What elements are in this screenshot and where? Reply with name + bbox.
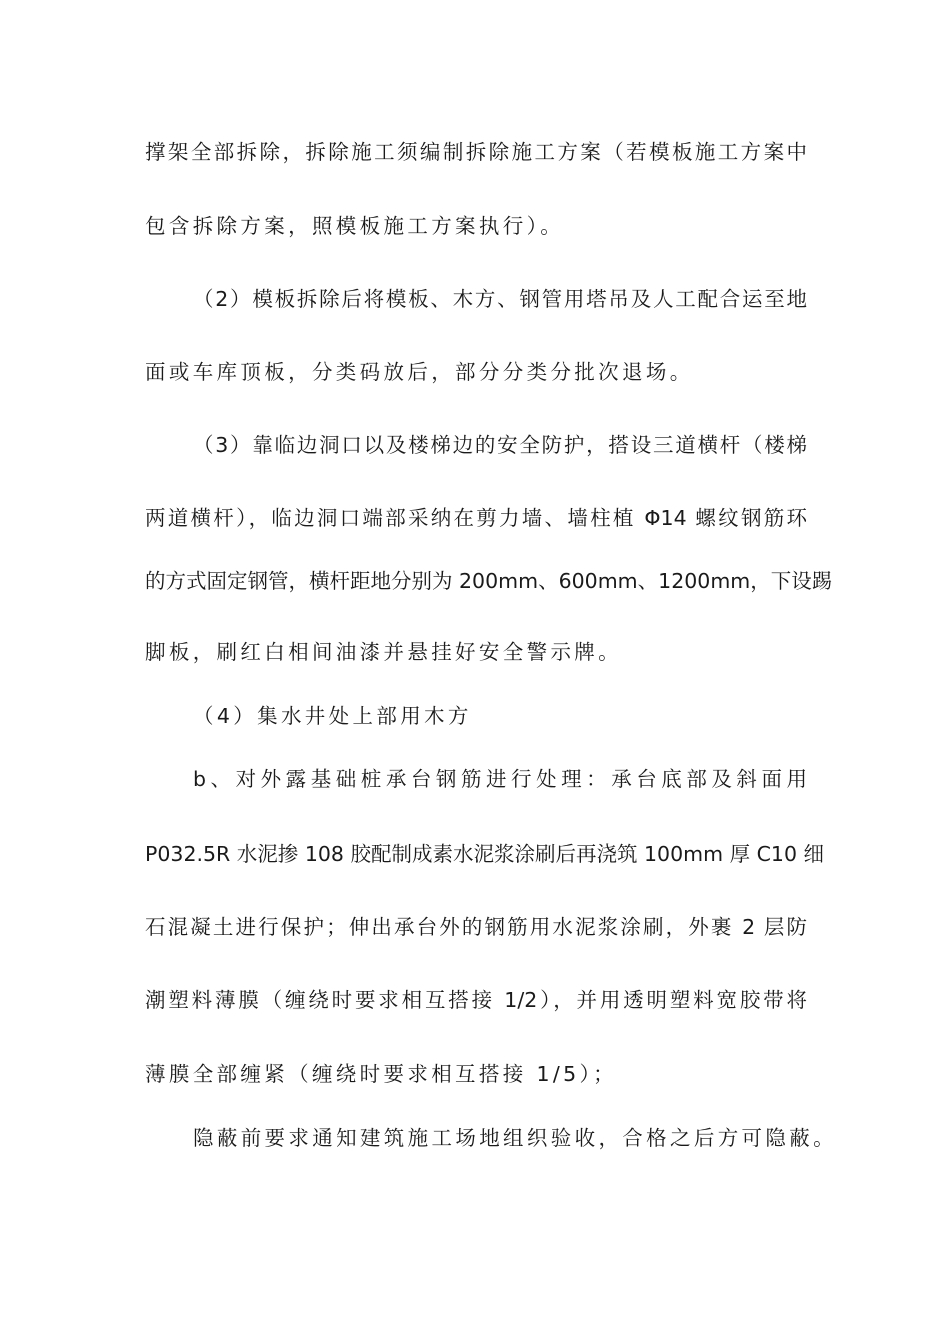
- paragraph-line: （2）模板拆除后将模板、木方、钢管用塔吊及人工配合运至地: [193, 287, 807, 311]
- paragraph-line: 隐蔽前要求通知建筑施工场地组织验收，合格之后方可隐蔽。: [193, 1126, 837, 1150]
- paragraph-line: 面或车库顶板，分类码放后，部分分类分批次退场。: [145, 360, 694, 384]
- paragraph-line: （4）集水井处上部用木方: [193, 704, 472, 728]
- paragraph-line: （3）靠临边洞口以及楼梯边的安全防护，搭设三道横杆（楼梯: [193, 433, 807, 457]
- paragraph-line: 石混凝土进行保护；伸出承台外的钢筋用水泥浆涂刷，外裹 2 层防: [145, 915, 807, 939]
- paragraph-line: 脚板，刷红白相间油漆并悬挂好安全警示牌。: [145, 640, 622, 664]
- paragraph-line: 薄膜全部缠紧（缠绕时要求相互搭接 1/5）；: [145, 1062, 617, 1086]
- paragraph-line: 两道横杆），临边洞口端部采纳在剪力墙、墙柱植 Φ14 螺纹钢筋环: [145, 506, 807, 530]
- paragraph-line: 包含拆除方案，照模板施工方案执行）。: [145, 214, 565, 238]
- paragraph-line: 潮塑料薄膜（缠绕时要求相互搭接 1/2），并用透明塑料宽胶带将: [145, 988, 807, 1012]
- paragraph-line: 的方式固定钢管，横杆距地分别为 200mm、600mm、1200mm，下设踢: [145, 569, 833, 593]
- paragraph-line: b、对外露基础桩承台钢筋进行处理：承台底部及斜面用: [193, 767, 807, 791]
- paragraph-line: P032.5R 水泥掺 108 胶配制成素水泥浆涂刷后再浇筑 100mm 厚 C10 细: [145, 842, 825, 866]
- paragraph-line: 撑架全部拆除，拆除施工须编制拆除施工方案（若模板施工方案中: [145, 140, 807, 164]
